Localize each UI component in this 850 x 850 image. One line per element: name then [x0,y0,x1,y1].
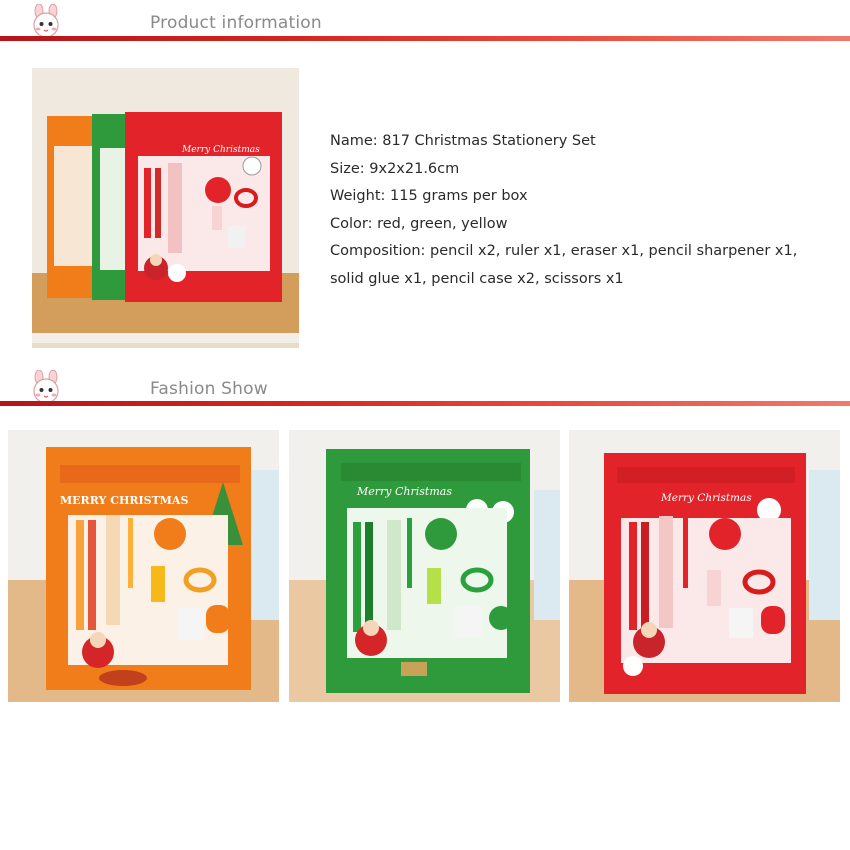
gallery-photo-red [569,430,840,702]
product-color: Color: red, green, yellow [330,215,508,232]
product-info [330,128,797,293]
fashion-show-header [0,366,850,410]
bunny-mascot-icon [28,370,64,404]
product-photo [32,68,299,348]
gallery-photo-orange [8,430,279,702]
box-text-orange: MERRY CHRISTMAS [60,494,189,507]
box-text-red-small: Merry Christmas [182,145,260,155]
product-information-header [0,0,850,44]
bunny-mascot-icon [28,4,64,38]
box-text-green: Merry Christmas [357,485,452,498]
product-composition-line-2: solid glue x1, pencil case x2, scissors x1 [330,270,624,287]
header-divider [0,36,850,41]
product-name: Name: 817 Christmas Stationery Set [330,133,596,149]
section-title: Fashion Show [150,379,268,399]
product-weight: Weight: 115 grams per box [330,188,528,204]
product-size: Size: 9x2x21.6cm [330,160,460,177]
box-text-red: Merry Christmas [661,492,752,504]
header-divider [0,401,850,406]
section-title: Product information [150,13,322,33]
gallery-photo-green [289,430,560,702]
product-composition-line-1: Composition: pencil x2, ruler x1, eraser x1, pencil sharpener x1, [330,243,798,259]
